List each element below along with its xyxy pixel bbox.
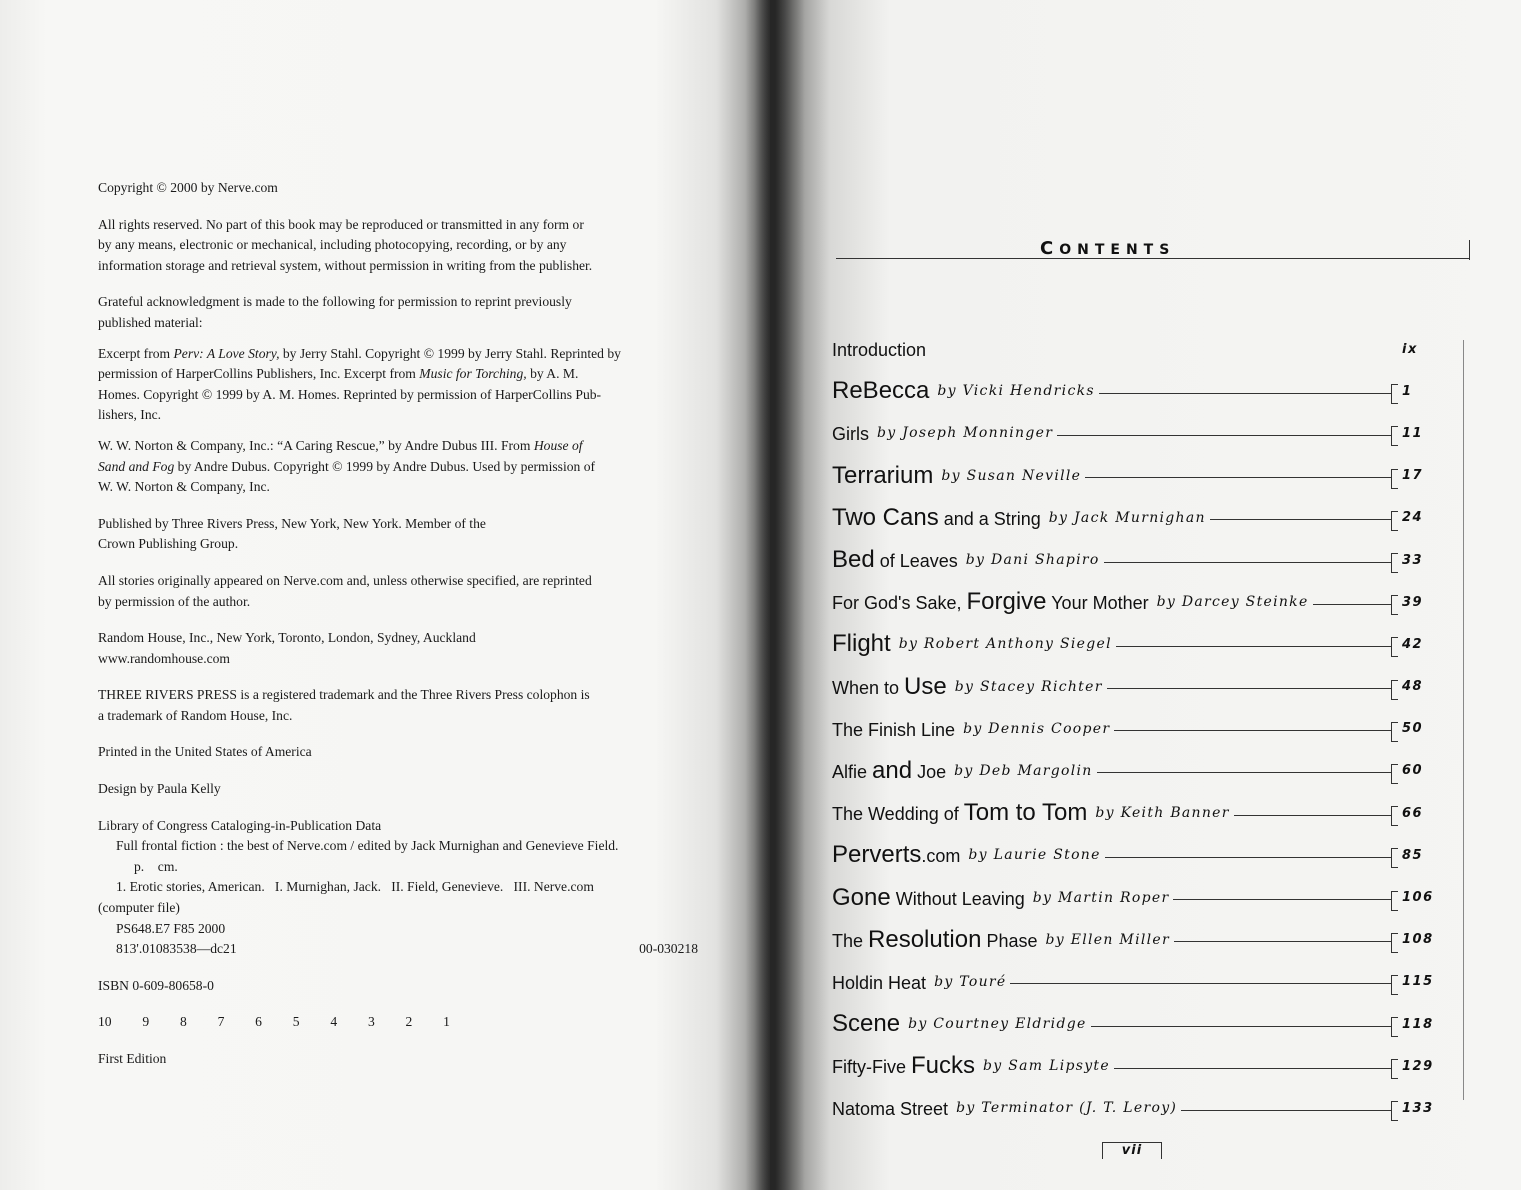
entry-title-emphasis: Use	[904, 672, 947, 700]
entry-title-emphasis: Terrarium	[832, 461, 934, 489]
entry-title	[832, 757, 946, 785]
entry-title-emphasis: Flight	[832, 630, 891, 658]
entry-author: by Ellen Miller	[1045, 931, 1170, 948]
printing-line: 10 9 8 7 6 5 4 3 2 1	[98, 1014, 450, 1030]
text-line: All rights reserved. No part of this book may be reproduced or transmitted in any form or	[98, 216, 584, 232]
contents-entry	[832, 1003, 1442, 1045]
text-line: Grateful acknowledgment is made to the following for permission to reprint previously	[98, 294, 572, 310]
entry-title	[832, 799, 1087, 827]
entry-author: by Darcey Steinke	[1156, 594, 1309, 611]
text-line: published material:	[98, 314, 203, 330]
leader-line	[1010, 983, 1391, 984]
leader-line	[1085, 477, 1391, 478]
entry-title-text: Phase	[981, 930, 1038, 951]
stories-paragraph	[98, 571, 698, 612]
page-bracket	[1391, 553, 1398, 573]
contents-entry	[832, 708, 1442, 750]
entry-title	[832, 926, 1037, 954]
text-line: by any means, electronic or mechanical, including photocopying, recording, or by any	[98, 237, 567, 253]
entry-author: by Robert Anthony Siegel	[898, 636, 1112, 653]
page-bracket	[1391, 384, 1398, 404]
contents-list	[832, 328, 1442, 1130]
entry-title-text: and a String	[938, 508, 1041, 529]
text-line: Homes. Copyright © 1999 by A. M. Homes. Reprinted by permission of HarperCollins Pub-	[98, 386, 602, 402]
entry-page-number: 33	[1402, 552, 1424, 568]
edition-line: First Edition	[98, 1051, 167, 1066]
page-bracket	[1391, 1101, 1398, 1121]
contents-entry	[832, 623, 1442, 665]
text-line: lishers, Inc.	[98, 407, 162, 423]
text-line: Crown Publishing Group.	[98, 536, 239, 552]
entry-title-text: Girls	[832, 424, 869, 445]
leader-line	[1116, 646, 1391, 647]
text-line: Random House, Inc., New York, Toronto, London, Sydney, Auckland	[98, 630, 476, 646]
entry-page-number: ix	[1402, 341, 1418, 357]
entry-title-text: of Leaves	[874, 551, 958, 572]
contents-entry	[832, 876, 1442, 918]
leader-line	[1174, 941, 1391, 942]
entry-title-text: Natoma Street	[832, 1099, 949, 1120]
website-text: www.randomhouse.com	[98, 650, 231, 666]
copyright-line: Copyright © 2000 by Nerve.com	[98, 180, 278, 195]
text-line: (computer file)	[98, 900, 180, 916]
entry-title-emphasis: Tom to Tom	[963, 799, 1088, 827]
entry-title	[832, 884, 1025, 912]
entry-title-text: Holdin Heat	[832, 972, 927, 993]
entry-page-number: 17	[1402, 468, 1424, 484]
cip-data	[98, 816, 698, 960]
entry-title-emphasis: Resolution	[868, 925, 982, 953]
page-bracket	[1391, 595, 1398, 615]
dewey-number: 813'.01083538—dc21	[116, 941, 237, 957]
printed-line: Printed in the United States of America	[98, 744, 312, 760]
leader-line	[1057, 435, 1391, 436]
leader-line	[1234, 815, 1391, 816]
book-gutter-shadow	[745, 0, 805, 1190]
entry-title-text: For God's Sake,	[832, 593, 967, 614]
entry-author: by Keith Banner	[1095, 805, 1230, 822]
rights-paragraph	[98, 215, 698, 277]
entry-author: by Laurie Stone	[968, 847, 1101, 864]
excerpt-paragraph-1	[98, 344, 698, 426]
entry-title	[832, 546, 958, 574]
entry-title	[832, 462, 933, 490]
page-bracket	[1391, 891, 1398, 911]
acknowledgment-paragraph	[98, 292, 698, 333]
entry-page-number: 85	[1402, 847, 1424, 863]
published-paragraph	[98, 514, 698, 555]
entry-author: by Dani Shapiro	[965, 552, 1100, 569]
entry-title-text: When to	[832, 677, 905, 698]
entry-title	[832, 1010, 900, 1038]
page-bracket	[1391, 722, 1398, 742]
text-line: Published by Three Rivers Press, New York, New York. Member of the	[98, 515, 486, 531]
page-bracket	[1391, 426, 1398, 446]
entry-title	[832, 630, 891, 658]
leader-line	[1104, 562, 1391, 563]
entry-page-number: 133	[1402, 1100, 1434, 1116]
text-line: W. W. Norton & Company, Inc.: “A Caring Rescue,” by Andre Dubus III. From House of	[98, 437, 583, 453]
entry-author: by Deb Margolin	[954, 762, 1093, 779]
design-line: Design by Paula Kelly	[98, 781, 221, 797]
entry-title-emphasis: Bed	[832, 546, 875, 574]
entry-author: by Sam Lipsyte	[983, 1058, 1110, 1075]
contents-title: CONTENTS	[1040, 238, 1176, 259]
entry-title-emphasis: Gone	[832, 883, 891, 911]
entry-title	[832, 1052, 975, 1080]
page-bracket	[1391, 637, 1398, 657]
text-line: Excerpt from Perv: A Love Story, by Jerry Stahl. Copyright © 1999 by Jerry Stahl. Reprinted by	[98, 345, 621, 361]
text-line: p. cm.	[134, 858, 178, 874]
contents-entry	[832, 412, 1442, 454]
entry-title-emphasis: Perverts	[832, 841, 922, 869]
entry-page-number: 108	[1402, 932, 1434, 948]
contents-entry	[832, 961, 1442, 1003]
text-line: All stories originally appeared on Nerve.com and, unless otherwise specified, are reprinted	[98, 572, 592, 588]
entry-author: by Martin Roper	[1032, 889, 1170, 906]
cip-heading: Library of Congress Cataloging-in-Publication Data	[98, 817, 382, 833]
page-bracket	[1391, 933, 1398, 953]
entry-author: by Touré	[934, 973, 1007, 990]
contents-entry	[832, 1087, 1442, 1129]
leader-line	[1105, 857, 1391, 858]
text-line: by permission of the author.	[98, 593, 251, 609]
contents-entry	[832, 497, 1442, 539]
entry-page-number: 60	[1402, 763, 1424, 779]
contents-entry	[832, 792, 1442, 834]
contents-entry	[832, 539, 1442, 581]
entry-page-number: 106	[1402, 890, 1434, 906]
contents-entry	[832, 455, 1442, 497]
entry-page-number: 129	[1402, 1058, 1434, 1074]
excerpt-paragraph-2	[98, 436, 698, 498]
entry-author: by Dennis Cooper	[963, 720, 1111, 737]
page-bracket	[1391, 975, 1398, 995]
entry-title-emphasis: Two Cans	[832, 503, 939, 531]
text-line: THREE RIVERS PRESS is a registered trademark and the Three Rivers Press colophon is	[98, 687, 590, 703]
copyright-block	[98, 178, 698, 1070]
entry-title-emphasis: ReBecca	[832, 377, 930, 405]
entry-title	[832, 673, 947, 701]
leader-line	[1097, 772, 1391, 773]
page-number: vii	[1102, 1142, 1162, 1159]
leader-line	[1114, 1068, 1391, 1069]
lccn: 00-030218	[639, 941, 698, 957]
text-line: permission of HarperCollins Publishers, Inc. Excerpt from Music for Torching, by A. M.	[98, 366, 579, 382]
page-bracket	[1391, 469, 1398, 489]
leader-line	[1173, 899, 1391, 900]
leader-line	[1114, 730, 1391, 731]
entry-author: by Terminator (J. T. Leroy)	[956, 1100, 1178, 1117]
leader-line	[1107, 688, 1391, 689]
trademark-paragraph	[98, 685, 698, 726]
entry-title-emphasis: Forgive	[966, 588, 1047, 616]
contents-entry	[832, 1045, 1442, 1087]
contents-entry	[832, 666, 1442, 708]
entry-title	[832, 715, 955, 743]
entry-title-text: Fifty-Five	[832, 1057, 911, 1078]
contents-entry	[832, 370, 1442, 412]
entry-author: by Susan Neville	[941, 467, 1082, 484]
page-bracket	[1391, 511, 1398, 531]
entry-title-text: The Wedding of	[832, 804, 964, 825]
entry-title	[832, 1094, 948, 1122]
entry-title	[832, 504, 1041, 532]
isbn: ISBN 0-609-80658-0	[98, 977, 214, 993]
entry-author: by Joseph Monninger	[877, 425, 1054, 442]
page-bracket	[1391, 680, 1398, 700]
leader-line	[1099, 393, 1391, 394]
text-line: W. W. Norton & Company, Inc.	[98, 479, 270, 495]
page-bracket	[1391, 806, 1398, 826]
leader-line	[1313, 604, 1391, 605]
contents-entry	[832, 834, 1442, 876]
entry-title-emphasis: and	[872, 756, 913, 784]
text-line: 1. Erotic stories, American. I. Murnighan, Jack. II. Field, Genevieve. III. Nerve.com	[116, 879, 594, 895]
header-right-rule	[1469, 240, 1470, 260]
entry-title	[832, 335, 926, 363]
contents-entry	[832, 919, 1442, 961]
entry-page-number: 1	[1402, 383, 1413, 399]
entry-title-text: Alfie	[832, 761, 873, 782]
entry-page-number: 50	[1402, 721, 1424, 737]
contents-right-rule	[1463, 340, 1464, 1100]
entry-page-number: 66	[1402, 805, 1424, 821]
entry-title	[832, 588, 1149, 616]
text-line: Full frontal fiction : the best of Nerve.com / edited by Jack Murnighan and Genevieve Field.	[116, 838, 619, 854]
contents-entry	[832, 328, 1442, 370]
random-house-paragraph	[98, 628, 698, 669]
entry-page-number: 24	[1402, 510, 1424, 526]
entry-title-emphasis: Fucks	[911, 1052, 976, 1080]
entry-page-number: 48	[1402, 679, 1424, 695]
entry-title	[832, 377, 929, 405]
entry-author: by Courtney Eldridge	[908, 1016, 1087, 1033]
entry-title-text: Without Leaving	[890, 888, 1025, 909]
text-line: a trademark of Random House, Inc.	[98, 707, 293, 723]
entry-page-number: 118	[1402, 1016, 1434, 1032]
text-line: Sand and Fog by Andre Dubus. Copyright © 1999 by Andre Dubus. Used by permission of	[98, 458, 596, 474]
entry-title-text: Introduction	[832, 340, 927, 361]
entry-title	[832, 419, 869, 447]
entry-author: by Jack Murnighan	[1048, 509, 1206, 526]
cip-class-row	[98, 939, 698, 960]
contents-entry	[832, 750, 1442, 792]
page-bracket	[1391, 764, 1398, 784]
entry-title-text: The	[832, 930, 869, 951]
entry-page-number: 42	[1402, 636, 1424, 652]
page-bracket	[1391, 848, 1398, 868]
entry-title-emphasis: Scene	[832, 1010, 901, 1038]
leader-line	[1091, 1026, 1391, 1027]
leader-line	[1181, 1110, 1391, 1111]
entry-author: by Vicki Hendricks	[937, 383, 1095, 400]
entry-page-number: 115	[1402, 974, 1434, 990]
entry-title-text: Joe	[912, 761, 947, 782]
entry-title-text: The Finish Line	[832, 719, 956, 740]
page-bracket	[1391, 1017, 1398, 1037]
entry-title	[832, 968, 926, 996]
leader-line	[1210, 519, 1391, 520]
text-line: information storage and retrieval system, without permission in writing from the publisher.	[98, 257, 593, 273]
entry-title-text: .com	[921, 846, 961, 867]
entry-title	[832, 841, 960, 869]
contents-entry	[832, 581, 1442, 623]
page-bracket	[1391, 1059, 1398, 1079]
entry-page-number: 39	[1402, 594, 1424, 610]
entry-author: by Stacey Richter	[954, 678, 1103, 695]
entry-page-number: 11	[1402, 425, 1424, 441]
text-line: PS648.E7 F85 2000	[116, 920, 226, 936]
entry-title-text: Your Mother	[1046, 593, 1149, 614]
